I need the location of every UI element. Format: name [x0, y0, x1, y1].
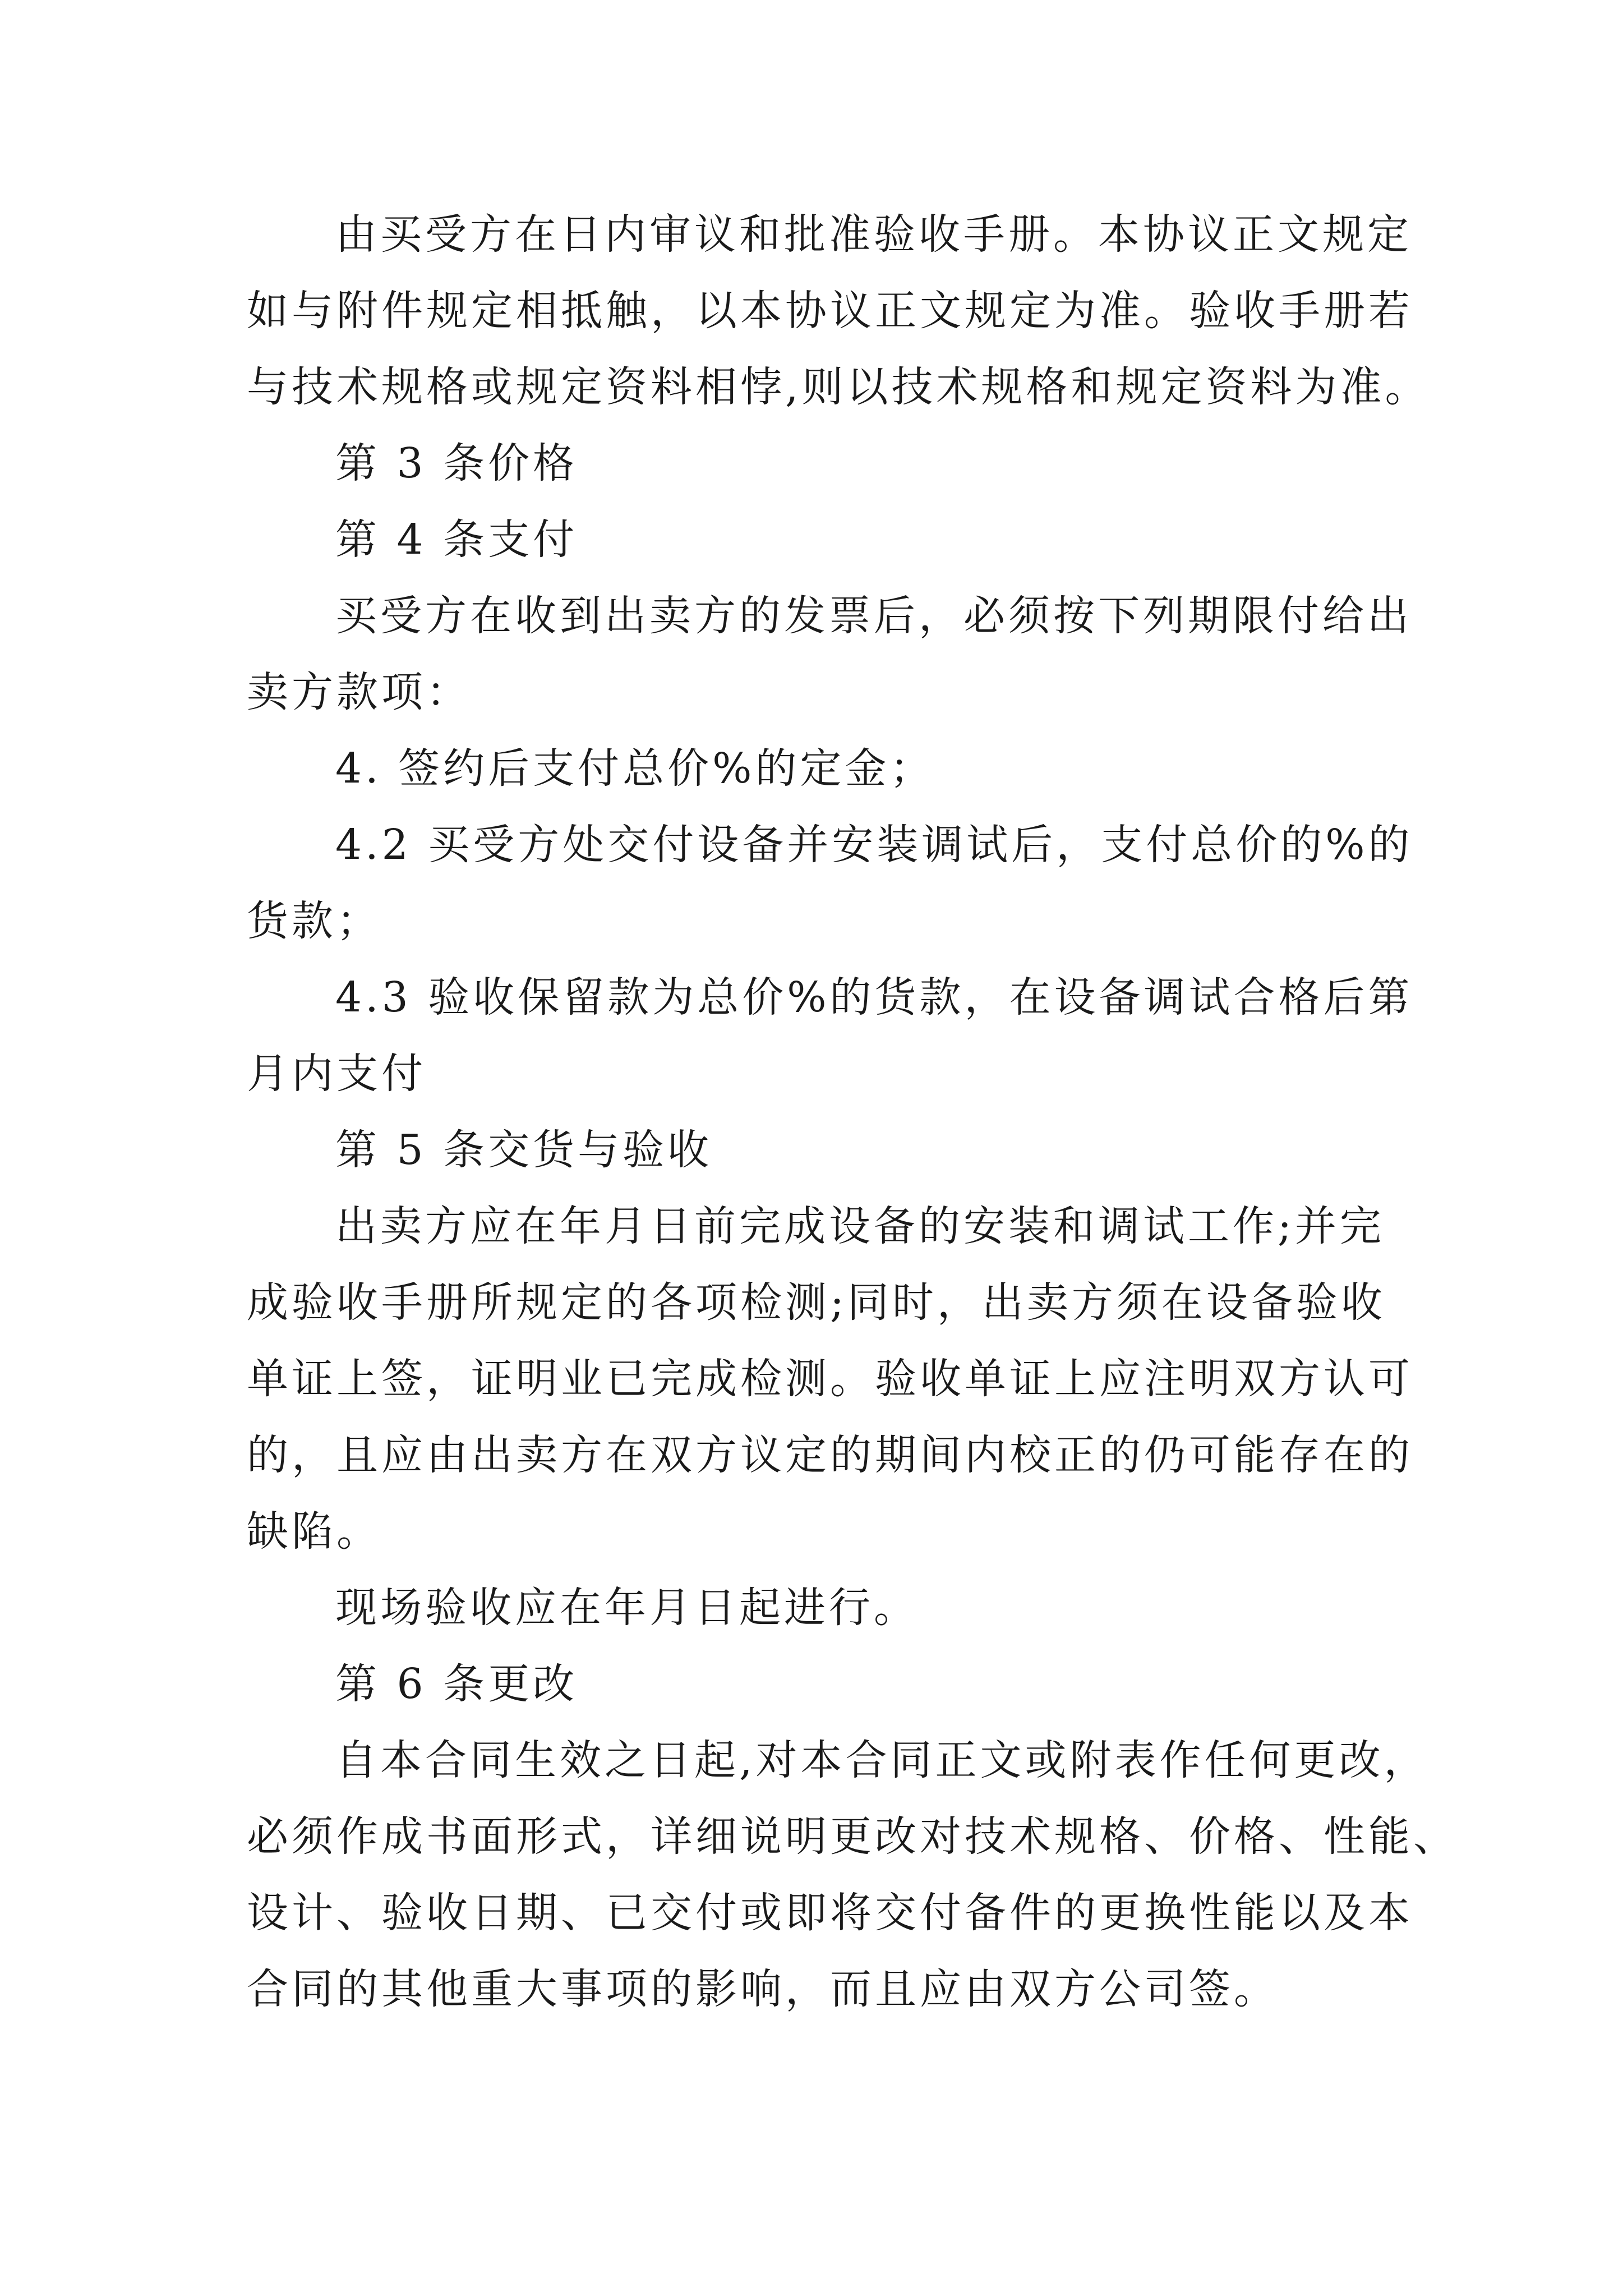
text-line: 合同的其他重大事项的影响，而且应由双方公司签。: [247, 1965, 1279, 2013]
text-line: 自本合同生效之日起,对本合同正文或附表作任何更改，: [335, 1736, 1429, 1784]
text-line: 成验收手册所规定的各项检测;同时，出卖方须在设备验收: [247, 1278, 1386, 1327]
text-line: 出卖方应在年月日前完成设备的安装和调试工作;并完: [335, 1202, 1385, 1250]
text-line: 货款；: [247, 897, 381, 945]
text-line: 如与附件规定相抵触，以本协议正文规定为准。验收手册若: [247, 287, 1413, 335]
article-heading-changes: 第 6 条更改: [335, 1660, 578, 1708]
text-line: 的，且应由出卖方在双方议定的期间内校正的仍可能存在的: [247, 1431, 1413, 1479]
text-line: 现场验收应在年月日起进行。: [335, 1584, 919, 1632]
article-heading-delivery: 第 5 条交货与验收: [335, 1126, 713, 1174]
text-line: 必须作成书面形式，详细说明更改对技术规格、价格、性能、: [247, 1812, 1458, 1861]
text-line: 设计、验收日期、已交付或即将交付备件的更换性能以及本: [247, 1889, 1413, 1937]
text-line: 买受方在收到出卖方的发票后，必须按下列期限付给出: [335, 592, 1412, 640]
clause-4-2: 4.2 买受方处交付设备并安装调试后，支付总价的%的: [335, 821, 1413, 869]
text-line: 卖方款项：: [247, 668, 471, 716]
text-line: 月内支付: [247, 1050, 426, 1098]
text-line: 单证上签，证明业已完成检测。验收单证上应注明双方认可: [247, 1355, 1413, 1403]
article-heading-payment: 第 4 条支付: [335, 516, 578, 564]
clause-4-3: 4.3 验收保留款为总价%的货款，在设备调试合格后第: [335, 973, 1413, 1022]
text-line: 缺陷。: [247, 1507, 381, 1556]
article-heading-price: 第 3 条价格: [335, 439, 578, 487]
contract-text: [247, 196, 1458, 2027]
text-line: 与技术规格或规定资料相悖,则以技术规格和规定资料为准。: [247, 363, 1430, 411]
text-line: 由买受方在日内审议和批准验收手册。本协议正文规定: [335, 210, 1412, 259]
clause-4-1: 4. 签约后支付总价%的定金；: [335, 744, 935, 793]
